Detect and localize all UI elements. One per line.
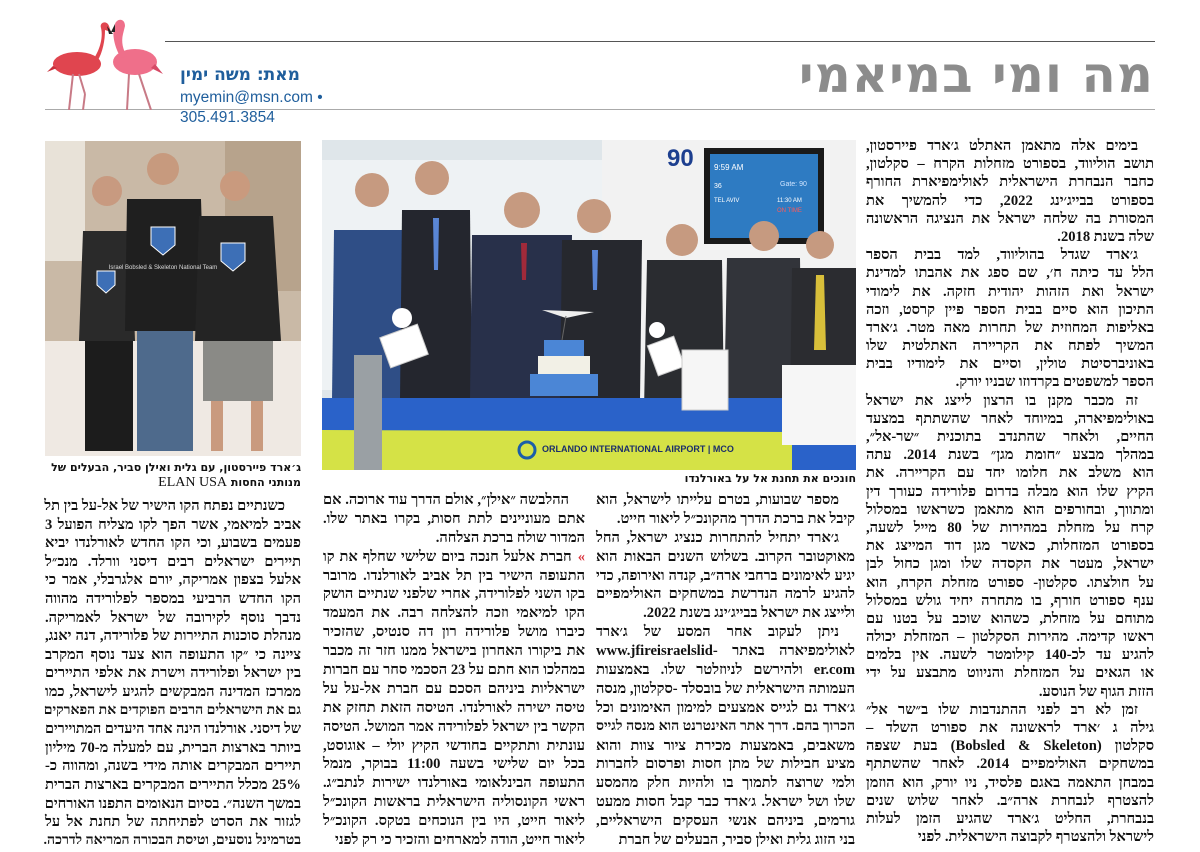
article-line: ראשי הקונסוליה הישראלית בראשות הקונכ״ל [323,794,585,811]
article-line: ליאור חייט, היו בין הנוכחים בטקס. הקונכ״ל [323,813,585,830]
screen-status: ON TIME [777,208,802,214]
article-line: בקו השני לפלורידה, אחרי שלפני שנתיים הושק [323,586,585,603]
team-photo [45,141,301,456]
article-line: ממרכז המדינה המבקשים להגיע לישראל, כמו [45,683,301,700]
article-line: ענף ספורט חורף, בו מתחרה יחיד גולש במסלול [866,592,1154,609]
article-line: בימים אלה מתאמן האתלט ג׳ארד פיירסטון, [866,138,1138,154]
article-line: מתוחם על מזחלת, כשהוא שוכב על בטנו עם [866,610,1154,627]
article-paragraph [45,497,301,850]
caption-line: ג׳ארד פיירסטון, עם גלית ואילן סביר, הבעלים של [51,461,301,474]
article-line: כיברו מושל פלורידה רון דה סנטיס, שהזכיר [323,624,585,641]
stanchion [354,355,382,470]
article-line: מספר שבועות, בטרם עלייתו לישראל, הוא [596,492,839,508]
article-line: משאבים, באמצעות מכירת ציור צוות והוא [596,737,855,754]
article-paragraph [866,246,1154,392]
article-line: במשחקים האולימפיים 2014. לאחר שהשתתף [866,756,1154,773]
article-line: עונתית ותתקיים בחודשי הקיץ יולי – אוגוסט, [323,737,585,754]
article-line: הקשר בין ישראל לפלורידה אמר המושל. הטיסה [323,718,585,735]
screen-departure: 11:30 AM [777,198,802,204]
article-line: מנהלת סוכנות התיירות של פלורידה, דנה יאנג, [45,628,301,645]
article-line: הספר למשפטים בקרדוזו שבניו יורק. [955,374,1154,391]
article-column-4 [45,497,301,850]
article-line: יגיע לאימונים ברחבי ארה״ב, קנדה ואירופה, כדי [596,567,855,584]
flamingo-right-icon [111,20,163,110]
article-line: לגזור את הסרט לפתיחתה של תחנת אל על [45,814,301,831]
flamingo-left-icon [47,22,113,110]
article-line: אלעל בצפון אמריקה, יורם אלגרבלי, אמר כי [45,572,301,589]
article-line: נדבך נוסף לקירובה של ישראל לאמריקה. [45,609,301,626]
article-line: קיבל את ברכת הדרך מהקונכ״ל ליאור חייט. [616,510,855,527]
author-name: מאת: משה ימין [180,65,300,85]
article-line: בספורט המזחלות, כאשר מגן דוד המייצג את [866,538,1154,555]
article-line: פעמים בשבוע, וכי הקו החדש לאורלנדו יביא [45,535,301,552]
article-line: ג׳ארד גם לגייס אמצעים למימון האימונים וכל [596,699,855,716]
article-line: את ביקורו האחרון בישראל ממנו חזר זה מכבר [323,643,585,660]
shirt-text: Israel Bobsled & Skeleton National Team [108,265,218,271]
column-title: מה ומי במיאמי [798,46,1154,104]
author-phone: 305.491.3854 [180,109,275,126]
article-line: ולייצג את ישראל בבייג׳ינג בשנת 2022. [643,605,855,622]
article-line: במהלכו הוא חתם על 23 הסכמי סחר עם חברות [322,662,585,679]
article-line: ליאור חייט, הודה למארחים והזכיר כי רק לפני [335,832,585,849]
team-photo-caption [45,460,301,490]
article-line: ישראל ואת הזהות יהודית חזקה. את לימודי [866,283,1154,300]
article-line-text: חברת אלעל חנכה ביום שלישי שחלף את קו [323,548,572,565]
article-paragraph [596,623,855,850]
article-line: כחבר הנבחרת הישראלית לאולימפיארת החורף [866,174,1154,191]
article-line: המשיך לפתח את הקריירה האתלטית שלו [866,338,1154,355]
article-line: ג׳ארד יתחיל להתחרות כנציג ישראל, החל [596,529,839,546]
article-line: אביב למיאמי, אשר הפך לקו מצליח הפועל 3 [45,516,301,533]
article-line: להגיע לרמה הנדרשת במשחקים האולימפיים [596,586,855,603]
article-line: ומתווך, ובחורפים הוא מתאמן כשראשו במסלול [866,501,1154,518]
article-line: ולמי שרוצה לתמוך בו ולהיות חלק מהמסע [596,775,855,792]
screen-destination: TEL AVIV [714,198,740,204]
ceremony-photo [322,140,856,470]
article-line: על חולצתו. סקלטון- ספורט מזחלת הקרח, הוא [866,574,1154,591]
article-line: הקיץ שלו הוא מבלה בדרום פלורידה כעורך דין [866,483,1154,500]
article-line: העמותה הישראלית של בובסלד -סקלטון, מנסה [596,680,855,697]
caption-line: מנותני החסות [230,476,301,489]
article-line: מאוקטובר הקרוב. בשלוש השנים הבאות הוא [596,548,855,565]
separator-dot: • [317,89,323,106]
article-line: כשנתיים נפתח הקו הישיר של אל-על בין תל [44,498,285,514]
article-line: ראשו קדימה. מהירות הסקלטון – המזחלת יכולה [866,629,1154,646]
article-line: או הגאים על המזחלת והניווט מתבצע על ידי [866,665,1154,682]
article-line: במשך השנה״. בסיום הנאומים התפנו האורחים [44,795,301,812]
article-line: ההלבשה ״אילן״, אולם הדרך עוד ארוכה. אם [323,492,569,508]
article-line: קרח על מזחלת במהירות של 80 מייל לשעה, [866,519,1154,536]
article-line: בין ישראל ופלורידה וישרת את אלפי התיירים [45,665,301,682]
article-line: er.com ולהירשם לניוזלטר שלו. באמצעות [596,662,855,679]
article-line: שלה בשנת 2018. [1057,228,1154,245]
team-photo-image [45,141,301,456]
article-paragraph [323,491,585,548]
article-line: באוניברסיטת טולין, וסיים את לימודיו בבית [866,356,1154,373]
contact-info [180,88,420,128]
article-line: במבחן התאמה באגם פלסיד, ניו יורק, הוא הוזמן [866,774,1154,791]
article-line: החיים, ולאחר שהתנדב בתוכנית ״שר-אל״, [866,429,1154,445]
screen-time: 9:59 AM [714,163,744,172]
article-line: בנבחרת, החליט ג׳ארד שהגיע הזמן לעלות [866,810,1154,827]
article-line: זמן לא רב לפני ההתנדבות שלו ב״שר אל״ [866,701,1138,718]
article-line: סקלטון (Bobsled & Skeleton) בעת שצפה [866,738,1154,755]
article-line: ישראל, מעטר את הקסדה שלו ומגן כחול לבן [866,556,1154,573]
article-line: להצטרף לנבחרת ארה״ב. לאחר שלוש שנים [866,792,1154,809]
ceremony-photo-image [322,140,856,470]
article-line: תיירים המבקרים אותה מידי בשנה, ומהווה כ- [45,758,301,775]
article-line: לישראל ולהצטרף לקבוצה הישראלית. לפני [917,829,1154,846]
article-line: הלל עד כיתה ח׳, שם ספג את אהבתו למדינת [866,265,1154,282]
screen-flight: 36 [714,183,722,190]
article-line [323,548,585,567]
article-column-3 [323,491,585,850]
article-line: טיסה ישירה לאורלנדו. הטיסה הזאת תחזק את [323,699,585,716]
article-line: לאולימפיארה באתר -www.jfireisraelslid [596,643,855,660]
caption-company: ELAN USA [158,475,227,490]
ceremony-photo-caption: חונכים את תחנת אל על באורלנדו [684,472,856,485]
article-line: זה מכבר מקנן בו הרצון לייצג את ישראל [866,392,1138,409]
article-line: בספורט בבייג׳ינג 2022, כדי להמשיך את [866,192,1154,209]
article-line: ניתן לעקוב אחר המסע של ג׳ארד [596,624,839,641]
article-paragraph [866,137,1154,246]
screen-gate: Gate: 90 [780,181,807,188]
article-paragraph [596,529,855,623]
article-line: ישראליות ביניהם הסכם עם חברת אל-על על [323,680,585,697]
article-line: בכל יום שלישי בשעה 11:00 בבוקר, מנמל [323,756,585,773]
author-email[interactable]: myemin@msn.com [180,89,313,106]
article-line: הזזת הגוף של הנוסע. [1038,683,1154,700]
gate-number: 90 [667,145,694,172]
article-line: גורמים, ביניהם אנשי העסקים הישראליים, [596,813,855,830]
article-line: ציינה כי ״קו התעופה הוא צעד נוסף המקרב [45,646,301,663]
article-line: 25% מכלל התיירים המבקרים בארצות הברית [45,776,301,793]
article-line: גם את הישראלים הרבים הפוקדים את הפארקים [43,702,301,718]
article-line: הוא משלב את חלומו יחד עם הקריירה. את [866,465,1154,482]
article-column-1 [866,137,1154,846]
article-paragraph [866,701,1154,847]
article-line: בטרמינל נוסעים, וטיסת הבכורה המריאה לדרכה. [43,832,301,848]
flamingos-illustration [45,18,170,110]
article-line: באולימפיארה, במיוחד לאחר שהשתתף במצעד [866,410,1154,427]
article-line: הקו החדש הרביעי במספר לפלורידה מהווה [45,590,301,607]
article-line: המדור שולח ברכת הצלחה. [435,529,585,546]
article-paragraph [866,392,1154,701]
article-line: במהלך מבצע ״חומת מגן״ בשנת 2014. עתה [866,447,1154,464]
article-line: ג׳ארד שגדל בהוליווד, למד בבית הספר [866,247,1138,264]
article-line: תושב הוליווד, בספורט מזחלות הקרח – סקלטון, [866,156,1154,173]
article-line: של דיסני. אורלנדו הינה אחד היעדים המתויירים [45,721,301,738]
article-line: תיירים ישראלים רבים דיסני וורלד. מנכ״ל [45,553,301,570]
article-line: גילה ג ׳ארד לראשונה את ספורט השלד – [866,720,1154,736]
article-line: מציע חבילות של מתן חסות ופרסום לחברות [596,756,855,773]
tablecloth-text: ORLANDO INTERNATIONAL AIRPORT | MCO [542,444,734,454]
article-line: באליפות המחוזית של תחרות מאה מטר. ג׳ארד [866,319,1154,336]
article-line: אתם מעוניינים לתת חסות, בקרו באתר שלו. [323,510,585,527]
article-paragraph [323,548,585,850]
section-marker-icon: » [577,548,585,565]
article-line: בני הזוג גלית ואילן סביר, הבעלים של חברת [618,832,855,849]
article-line: הקו למיאמי וזכה להצלחה רבה. את המעמד [323,605,585,622]
article-line: ביותר בארצות הברית, עם למעלה מ-70 מיליון [45,739,302,756]
article-line: התעופה הבינלאומי באורלנדו ישירות לנתב״ג. [323,775,585,792]
article-line: שלו ושל ישראל. ג׳ארד כבר קבל חסות ממעט [596,794,855,811]
article-line: המסורת בה שלחה ישראל את הנציגה הראשונה [866,210,1154,227]
article-line: הכרוך בהם. דרך אתר האינטרנט הוא מנסה לגייס [596,718,855,734]
article-paragraph [596,491,855,529]
article-line: התיכון הוא סיים בבית הספר פיין קרסט, וזכה [866,301,1154,318]
article-column-2 [596,491,855,850]
byline [180,64,420,128]
article-line: התעופה הישיר בין תל אביב לאורלנדו. מרובר [323,567,585,584]
article-line: להגיע עד לכ-140 קילומטר לשעה. אין בלמים [866,647,1154,664]
